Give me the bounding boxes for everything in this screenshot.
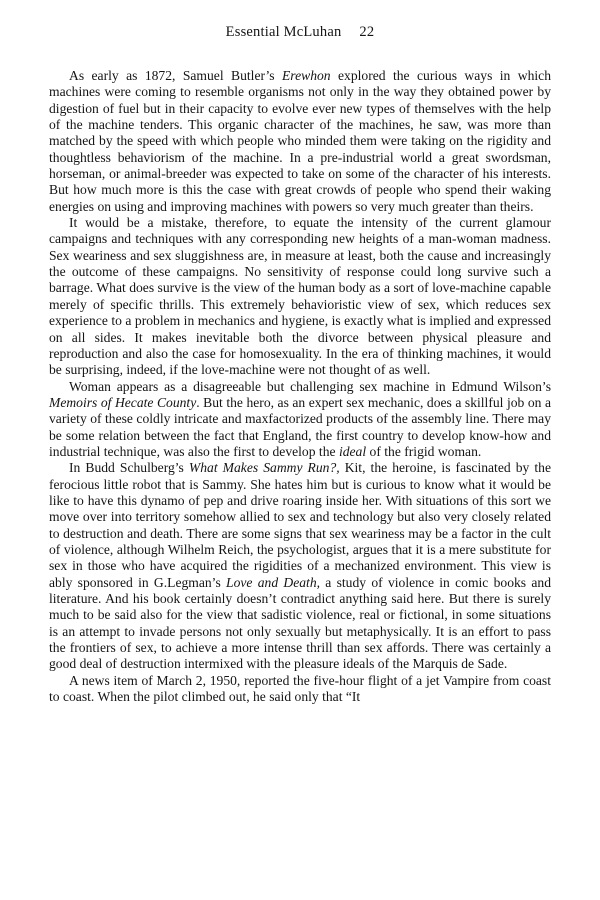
text-run: Woman appears as a disagreeable but challenging sex machine in Edmund Wilson’s	[69, 378, 551, 394]
page-header	[0, 24, 600, 41]
text-run: of the frigid woman.	[366, 443, 482, 459]
text-run: It would be a mistake, therefore, to equate the intensity of the current glamour campaigns and techniques with any corresponding new heights of a man-woman madness. Sex weariness and sex sluggishness are, in measure at least, both the cause and increasingly the outcome of these campaigns. No sensitivity of response could long survive such a barrage. What does survive is the view of the human body as a sort of love-machine capable merely of specific thrills. This extremely behavioristic view of sex, which reduces sex experience to a problem in mechanics and hygiene, is exactly what is implied and expressed on all sides. It makes inevitable both the divorce between physical pleasure and reproduction and also the case for homosexuality. In the era of thinking machines, it would be surprising, indeed, if the love-machine were not thought of as well.	[49, 215, 551, 378]
italic-text-run: Memoirs of Hecate County	[49, 394, 197, 410]
text-run: In Budd Schulberg’s	[69, 460, 189, 476]
paragraph	[49, 68, 551, 215]
text-run: Kit, the heroine, is fascinated by the ferocious little robot that is Sammy. She hates him but is curious to know what it would be like to have this dynamo of pep and drive roaring inside her. With situations of this sort we move over into territory somehow allied to sex and technology but also very closely related to destruction and death. There are some signs that sex weariness may be a factor in the cult of violence, although Wilhelm Reich, the psychologist, argues that it is a mere substitute for sex in those who have acquired the rigidities of a mechanized environment. This view is ably sponsored in G.Legman’s	[49, 460, 551, 590]
text-run: a study of violence in comic books and literature. And his book certainly doesn’t contradict anything said here. But there is surely much to be said also for the view that sadistic violence, real or fictional, in some situations is an attempt to invade persons not only sexually but metaphysically. It is an effort to pass the frontiers of sex, to achieve a more intense thrill than sex affords. There was certainly a good deal of destruction intermixed with the pleasure ideals of the Marquis de Sade.	[49, 574, 551, 672]
italic-text-run: What Makes Sammy Run?,	[188, 460, 340, 476]
paragraph	[49, 379, 551, 461]
paragraph	[49, 215, 551, 378]
running-title: Essential McLuhan	[225, 24, 342, 40]
paragraph	[49, 460, 551, 672]
page-body	[49, 68, 551, 705]
paragraph	[49, 673, 551, 706]
italic-text-run: Love and Death,	[226, 574, 321, 590]
text-run: explored the curious ways in which machines were coming to resemble organisms not only in the way they obtained power by digestion of fuel but in their capacity to evolve ever new types of themselves with the help of the machine tenders. This organic character of the machines, he saw, was more than matched by the speed with which people who minded them were taking on the rigidity and thoughtless behaviorism of the machine. In a pre-industrial world a great swordsman, horseman, or animal-breeder was expected to take on some of the character of his interests. But how much more is this the case with great crowds of people who spend their waking energies on using and improving machines with powers so very much greater than theirs.	[49, 68, 551, 214]
text-run: . But the hero, as an expert sex mechanic, does a skillful job on a variety of these coldly intricate and maxfactorized products of the assembly line. There may be some relation between the fact that England, the first country to develop know-how and industrial technique, was also the first to develop the	[49, 394, 551, 459]
page-number: 22	[359, 24, 375, 40]
italic-text-run: Erewhon	[282, 68, 331, 83]
text-run: As early as 1872, Samuel Butler’s	[69, 68, 282, 83]
text-run: A news item of March 2, 1950, reported the five-hour flight of a jet Vampire from coast to coast. When the pilot climbed out, he said only that “It	[49, 672, 551, 705]
italic-text-run: ideal	[338, 443, 367, 459]
